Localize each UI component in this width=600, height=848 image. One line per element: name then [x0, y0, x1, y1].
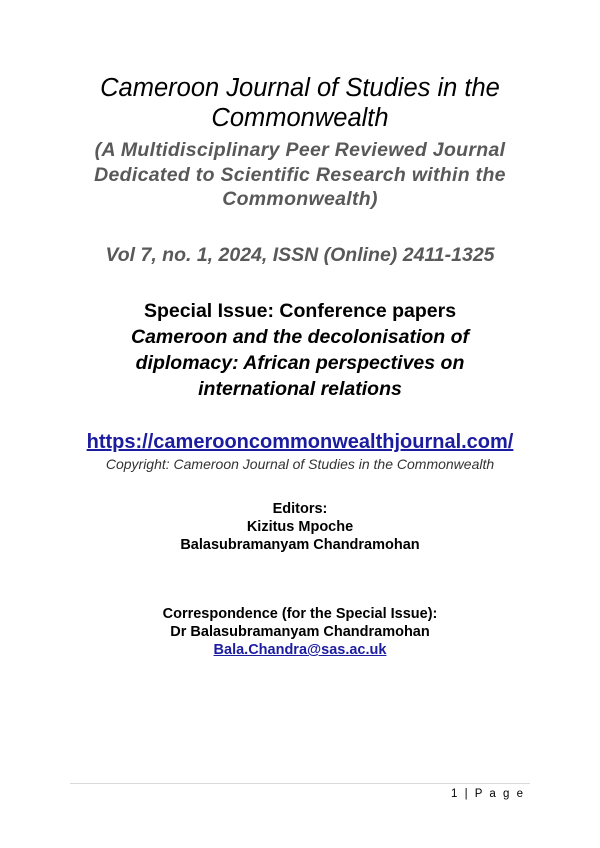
copyright-notice: Copyright: Cameroon Journal of Studies in the Commonwealth: [105, 456, 495, 472]
footer-divider: [70, 783, 530, 784]
special-issue-title-line-1: Cameroon and the decolonisation of: [130, 326, 470, 348]
correspondence-email-link[interactable]: Bala.Chandra@sas.ac.uk: [213, 642, 387, 658]
special-issue-title-line-2: diplomacy: African perspectives on: [135, 352, 465, 374]
editors-label: Editors:: [272, 501, 328, 517]
page-number: 1 | P a g e: [450, 788, 525, 800]
journal-subtitle-line-3: Commonwealth): [222, 188, 378, 210]
correspondence-name: Dr Balasubramanyam Chandramohan: [170, 624, 430, 640]
special-issue-title-line-3: international relations: [198, 378, 402, 400]
journal-title-line-1: Cameroon Journal of Studies in the: [100, 74, 500, 102]
journal-subtitle-line-2: Dedicated to Scientific Research within the: [94, 163, 506, 186]
volume-issn-info: Vol 7, no. 1, 2024, ISSN (Online) 2411-1325: [105, 244, 495, 266]
correspondence-label: Correspondence (for the Special Issue):: [162, 606, 438, 622]
journal-subtitle-line-1: (A Multidisciplinary Peer Reviewed Journal: [94, 139, 506, 161]
journal-title-line-2: Commonwealth: [211, 104, 389, 132]
special-issue-heading: Special Issue: Conference papers: [143, 300, 457, 322]
editor-name-2: Balasubramanyam Chandramohan: [180, 537, 420, 553]
editor-name-1: Kizitus Mpoche: [246, 519, 354, 535]
journal-website-link[interactable]: https://cameroon​commonwealthjournal.com/: [86, 431, 514, 453]
